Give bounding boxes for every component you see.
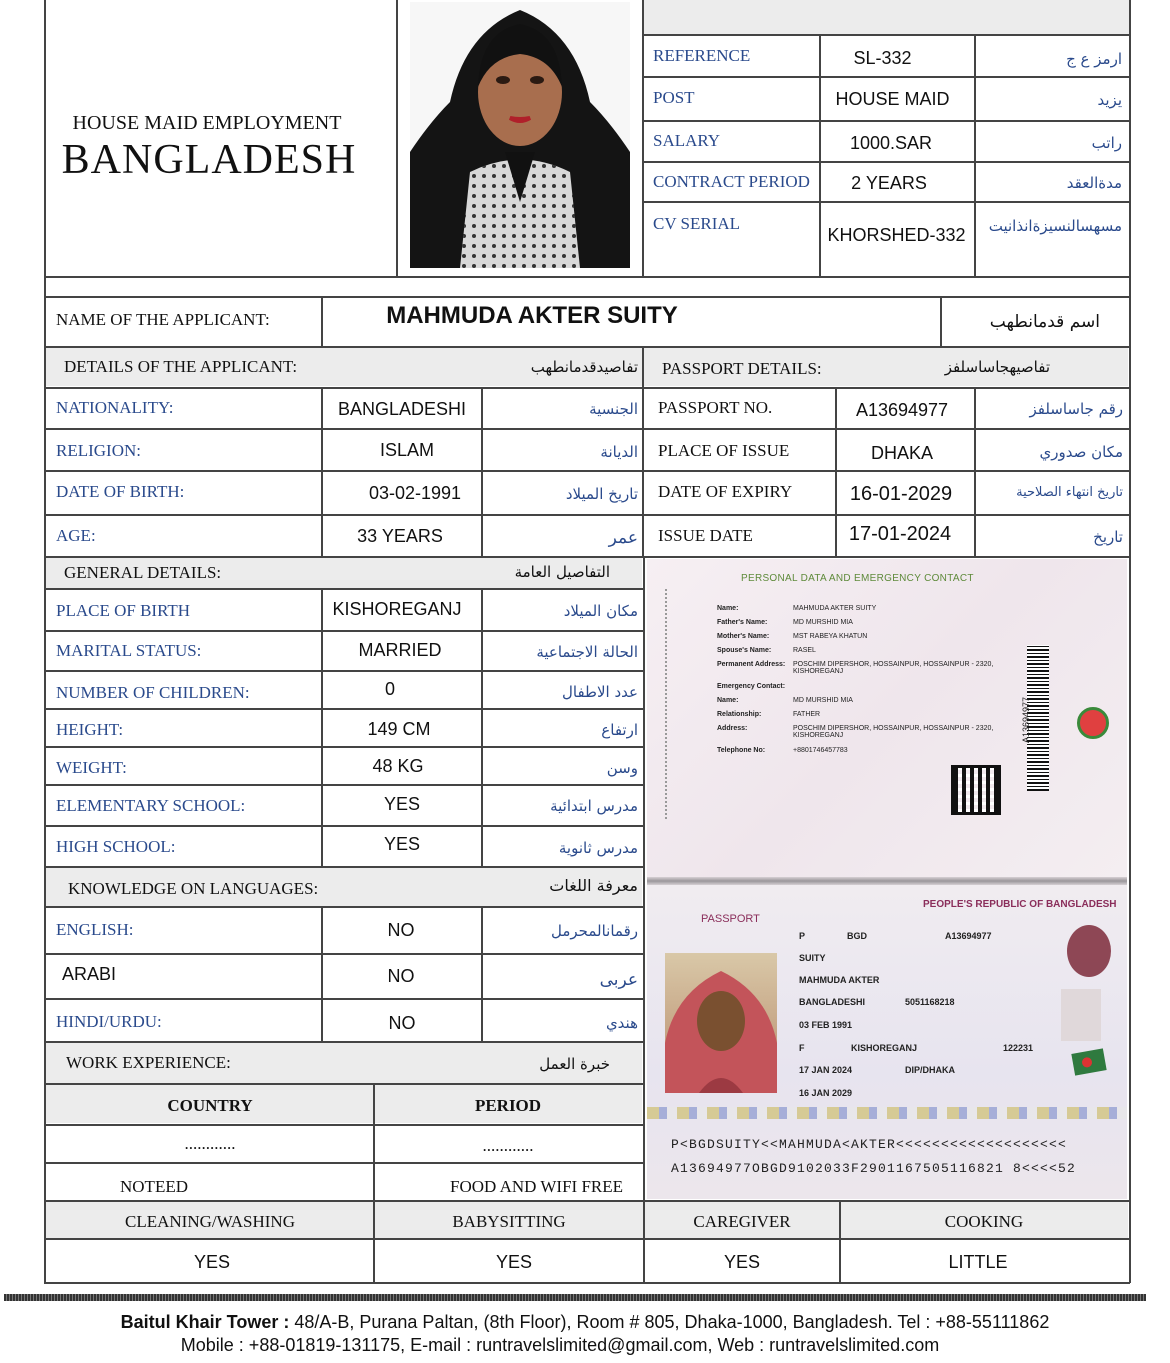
weight-label: WEIGHT: xyxy=(56,758,127,777)
applicant-label: NAME OF THE APPLICANT: xyxy=(56,310,270,329)
passport-field-value: MD MURSHID MIA xyxy=(793,619,853,626)
date-of-expiry-label: DATE OF EXPIRY xyxy=(658,482,793,501)
passport-birthplace: KISHOREGANJ xyxy=(851,1043,918,1053)
skill-cleaning-label: CLEANING/WASHING xyxy=(125,1212,295,1231)
passport-no-label: PASSPORT NO. xyxy=(658,398,773,417)
passport-mrz-line2: A13694977OBGD9102033F2901167505116821 8<<<<52 xyxy=(671,1161,1077,1176)
english-label: ENGLISH: xyxy=(56,920,134,939)
passport-nationality: BANGLADESHI xyxy=(799,997,866,1007)
passport-barcode-text: A13694977 xyxy=(1021,696,1032,744)
work-col-country: COUNTRY xyxy=(167,1096,253,1115)
place-of-issue-value: DHAKA xyxy=(870,443,933,463)
passport-field-value: MAHMUDA AKTER SUITY xyxy=(793,605,877,612)
work-arabic: خبرة العمل xyxy=(539,1055,610,1073)
passport-authority: DIP/DHAKA xyxy=(905,1065,956,1075)
passport-ghost-photo xyxy=(1061,989,1101,1041)
passport-seal xyxy=(1067,925,1111,977)
work-col-period: PERIOD xyxy=(474,1096,542,1115)
contract-arabic: مدةالعقد xyxy=(1066,174,1122,192)
marital-status-arabic: الحالة الاجتماعية xyxy=(536,643,638,661)
work-country-dots: ............ xyxy=(184,1134,236,1153)
children-arabic: عدد الاطفال xyxy=(562,683,638,701)
age-label: AGE: xyxy=(56,526,96,545)
passport-field-value: POSCHIM DIPERSHOR, HOSSAINPUR, HOSSAINPUR - 2320, KISHOREGANJ xyxy=(793,725,994,739)
high-school-label: HIGH SCHOOL: xyxy=(56,837,176,856)
high-school-value: YES xyxy=(383,834,421,854)
passport-number: A13694977 xyxy=(945,931,992,941)
place-of-birth-value: KISHOREGANJ xyxy=(332,599,462,619)
passport-field-key: Relationship: xyxy=(717,711,762,718)
passport-word: PASSPORT xyxy=(701,913,760,925)
skill-babysitting-value: YES xyxy=(495,1252,533,1272)
dob-value: 03-02-1991 xyxy=(368,483,462,503)
salary-arabic: راتب xyxy=(1091,134,1122,152)
passport-mrz-line1: P<BGDSUITY<<MAHMUDA<AKTER<<<<<<<<<<<<<<<<<<< xyxy=(671,1137,1068,1152)
skill-caregiver-value: YES xyxy=(723,1252,761,1272)
passport-field-key: Spouse's Name: xyxy=(717,647,772,654)
weight-arabic: وسن xyxy=(606,759,638,777)
religion-arabic: الديانة xyxy=(600,443,638,461)
nationality-value: BANGLADESHI xyxy=(337,399,467,419)
skill-caregiver-label: CAREGIVER xyxy=(693,1212,791,1231)
languages-label: KNOWLEDGE ON LANGUAGES: xyxy=(68,879,319,898)
passport-field-value: RASEL xyxy=(793,647,816,654)
footer-address: 48/A-B, Purana Paltan, (8th Floor), Room # 805, Dhaka-1000, Bangladesh. Tel : +88-55111862 xyxy=(294,1312,1050,1332)
details-label: DETAILS OF THE APPLICANT: xyxy=(64,357,298,376)
applicant-photo xyxy=(410,2,630,268)
passport-field-key: Address: xyxy=(717,725,748,732)
post-arabic: يزيد xyxy=(1097,91,1122,109)
passport-emblem xyxy=(1077,707,1109,739)
passport-republic: PEOPLE'S REPUBLIC OF BANGLADESH xyxy=(923,899,1117,910)
passport-field-value: POSCHIM DIPERSHOR, HOSSAINPUR, HOSSAINPUR - 2320, KISHOREGANJ xyxy=(793,661,994,675)
passport-qr xyxy=(951,765,1001,815)
height-arabic: ارتفاع xyxy=(601,721,638,739)
passport-holder-photo xyxy=(665,953,777,1093)
marital-status-label: MARITAL STATUS: xyxy=(56,641,202,660)
applicant-arabic: اسم قدمانطهب xyxy=(989,312,1100,332)
nationality-arabic: الجنسية xyxy=(589,400,638,418)
passport-field-value: MD MURSHID MIA xyxy=(793,697,853,704)
salary-label: SALARY xyxy=(653,131,721,150)
contract-value: 2 YEARS xyxy=(851,173,927,193)
passport-field-value: +8801746457783 xyxy=(793,747,848,754)
passport-sex: F xyxy=(799,1043,805,1053)
arabi-label: ARABI xyxy=(62,964,117,984)
hindi-label: HINDI/URDU: xyxy=(56,1012,162,1031)
passport-scan xyxy=(647,559,1127,1199)
elementary-arabic: مدرس ابتدائية xyxy=(550,797,638,815)
passport-field-key: Father's Name: xyxy=(717,619,768,626)
passport-given: MAHMUDA AKTER xyxy=(799,975,880,985)
passport-field-key: Permanent Address: xyxy=(717,661,786,668)
hindi-arabic: هندي xyxy=(605,1014,638,1032)
post-value: HOUSE MAID xyxy=(835,89,950,109)
salary-value: 1000.SAR xyxy=(849,133,933,153)
work-label: WORK EXPERIENCE: xyxy=(66,1053,231,1072)
passport-field-value: FATHER xyxy=(793,711,821,718)
passport-field-key: Emergency Contact: xyxy=(717,683,786,690)
passport-no-value: A13694977 xyxy=(855,400,949,420)
arabi-arabic: عربى xyxy=(599,970,638,990)
religion-value: ISLAM xyxy=(379,440,435,460)
cv-serial-label: CV SERIAL xyxy=(653,214,741,233)
dob-label: DATE OF BIRTH: xyxy=(56,482,185,501)
cv-serial-value: KHORSHED-332 xyxy=(827,225,966,245)
reference-value: SL-332 xyxy=(853,48,912,68)
food-wifi-text: FOOD AND WIFI FREE xyxy=(450,1177,624,1196)
passport-personal-no: 5051168218 xyxy=(905,997,955,1007)
english-arabic: رقمانالمحرمل xyxy=(551,922,638,940)
reference-label: REFERENCE xyxy=(653,46,751,65)
emergency-title: PERSONAL DATA AND EMERGENCY CONTACT xyxy=(741,573,974,584)
passport-details-arabic: تفاصيهجاساسلفز xyxy=(944,358,1050,376)
dob-arabic: تاريخ الميلاد xyxy=(565,485,638,503)
children-label: NUMBER OF CHILDREN: xyxy=(56,683,250,702)
footer-company: Baitul Khair Tower : xyxy=(120,1312,290,1332)
passport-code: BGD xyxy=(847,931,867,941)
place-of-birth-label: PLACE OF BIRTH xyxy=(56,601,191,620)
passport-details-label: PASSPORT DETAILS: xyxy=(662,359,822,378)
general-label: GENERAL DETAILS: xyxy=(64,563,222,582)
languages-arabic: معرفة اللغات xyxy=(549,876,638,895)
elementary-value: YES xyxy=(383,794,421,814)
passport-ref: 122231 xyxy=(1003,1043,1034,1053)
date-of-expiry-arabic: تاريخ انتهاء الصلاحية xyxy=(1016,485,1123,500)
skill-cleaning-value: YES xyxy=(193,1252,231,1272)
header-country: BANGLADESH xyxy=(61,137,357,183)
nationality-label: NATIONALITY: xyxy=(56,398,174,417)
marital-status-value: MARRIED xyxy=(358,640,442,660)
place-of-issue-label: PLACE OF ISSUE xyxy=(658,441,790,460)
place-of-birth-arabic: مكان الميلاد xyxy=(563,602,638,620)
issue-date-arabic: تاريخ xyxy=(1093,528,1123,546)
children-value: 0 xyxy=(384,679,395,699)
footer-address-line xyxy=(0,1312,1170,1333)
elementary-label: ELEMENTARY SCHOOL: xyxy=(56,796,246,815)
passport-dob: 03 FEB 1991 xyxy=(799,1020,853,1030)
passport-type: P xyxy=(799,931,806,941)
issue-date-label: ISSUE DATE xyxy=(658,526,753,545)
height-value: 149 CM xyxy=(367,719,431,739)
skill-babysitting-label: BABYSITTING xyxy=(452,1212,566,1231)
cv-serial-arabic: مسهسالنسيزةانذانيت xyxy=(988,217,1122,235)
english-value: NO xyxy=(387,920,415,940)
footer-contact: Mobile : +88-01819-131175, E-mail : runtravelslimited@gmail.com, Web : runtravelslimited.com xyxy=(180,1335,940,1355)
place-of-issue-arabic: مكان صدوري xyxy=(1039,443,1123,461)
skill-cooking-value: LITTLE xyxy=(948,1252,1008,1272)
religion-label: RELIGION: xyxy=(56,441,141,460)
work-period-dots: ............ xyxy=(482,1136,534,1155)
skill-cooking-label: COOKING xyxy=(944,1212,1024,1231)
general-arabic: التفاصيل العامة xyxy=(514,563,610,581)
issue-date-value: 17-01-2024 xyxy=(848,523,952,545)
high-school-arabic: مدرس ثانوية xyxy=(558,839,638,857)
age-arabic: عمر xyxy=(608,528,638,548)
passport-field-key: Name: xyxy=(717,697,739,704)
reference-arabic: ارمز ع ج xyxy=(1066,50,1122,68)
passport-field-key: Telephone No: xyxy=(717,747,766,754)
passport-doe: 16 JAN 2029 xyxy=(799,1088,853,1098)
passport-no-arabic: رقم جاساسلفز xyxy=(1029,400,1123,418)
applicant-name: MAHMUDA AKTER SUITY xyxy=(386,302,678,329)
passport-surname: SUITY xyxy=(799,953,826,963)
header-subtitle: HOUSE MAID EMPLOYMENT xyxy=(72,112,342,134)
age-value: 33 YEARS xyxy=(357,526,443,546)
passport-doi: 17 JAN 2024 xyxy=(799,1065,853,1075)
date-of-expiry-value: 16-01-2029 xyxy=(849,483,953,505)
footer-divider xyxy=(4,1294,1146,1301)
passport-field-key: Mother's Name: xyxy=(717,633,770,640)
height-label: HEIGHT: xyxy=(56,720,124,739)
passport-field-key: Name: xyxy=(717,605,739,612)
post-label: POST xyxy=(653,88,695,107)
noted-text: NOTEED xyxy=(120,1177,188,1196)
passport-field-value: MST RABEYA KHATUN xyxy=(793,633,868,640)
details-arabic: تفاصيدقدمانطهب xyxy=(530,358,638,376)
contract-label: CONTRACT PERIOD xyxy=(653,172,810,191)
arabi-value: NO xyxy=(387,966,415,986)
hindi-value: NO xyxy=(388,1013,416,1033)
weight-value: 48 KG xyxy=(372,756,424,776)
